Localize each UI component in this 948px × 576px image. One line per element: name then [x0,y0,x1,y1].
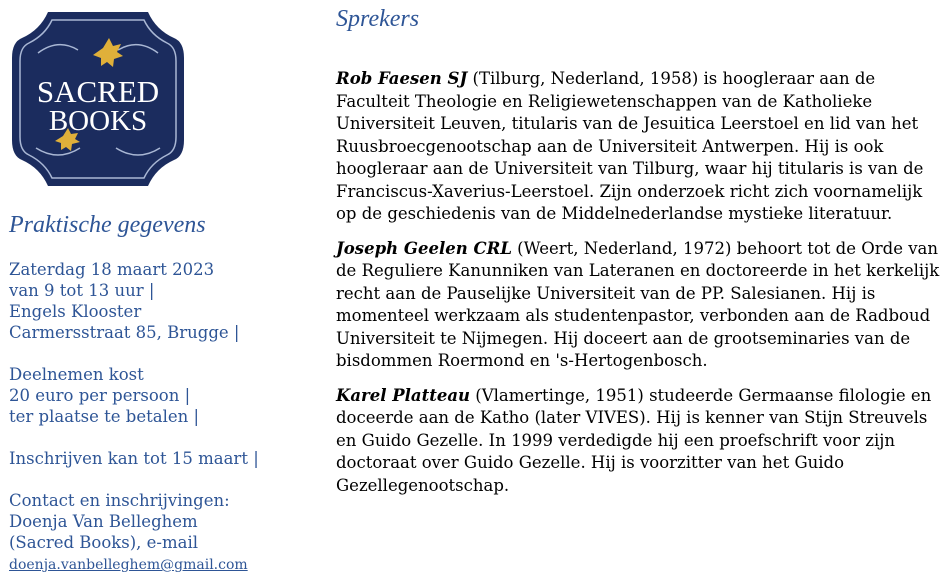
logo-text-books: BOOKS [48,105,148,137]
cost-details [9,364,309,427]
contact-name: Doenja Van Belleghem [9,512,198,531]
speaker-name: Karel Platteau [336,385,471,405]
event-details [9,259,309,343]
event-date: Zaterdag 18 maart 2023 [9,260,215,279]
speaker-bio: (Vlamertinge, 1951) studeerde Germaanse filologie en doceerde aan de Katho (later VIVES). Hij is kenner van Stijn Streuvels en Guido Gezelle. In 1999 verdedigde hij een proefschrift voor zijn doctoraat over Guido Gezelle. Hij is voorzitter van het Guido Gezellegenootschap. [336,385,932,495]
speaker-item [336,238,942,373]
practical-heading: Praktische gegevens [9,212,206,238]
speakers-list [336,68,942,509]
event-venue: Engels Klooster [9,302,142,321]
contact-details [9,490,309,576]
speaker-item [336,68,942,226]
event-address: Carmersstraat 85, Brugge | [9,323,240,342]
sacred-books-logo [8,8,188,190]
speakers-heading: Sprekers [336,6,420,32]
deadline-text: Inschrijven kan tot 15 maart | [9,449,259,468]
speaker-bio: (Weert, Nederland, 1972) behoort tot de Orde van de Reguliere Kanunniken van Lateranen en doctoreerde in het kerkelijk recht aan de Pauselijke Universiteit van de PP. Salesianen. Hij is momenteel werkzaam als studentenpastor, verbonden aan de Radboud Universiteit te Nijmegen. Hij doceert aan de grootseminaries van de bisdommen Roermond en 's-Hertogenbosch. [336,238,940,370]
speaker-bio: (Tilburg, Nederland, 1958) is hoogleraar aan de Faculteit Theologie en Religiewetenschappen van de Katholieke Universiteit Leuven, titularis van de Jesuitica Leerstoel en lid van het Ruusbroecgenootschap aan de Universiteit Antwerpen. Hij is ook hoogleraar aan de Universiteit van Tilburg, waar hij titularis is van de Franciscus-Xaverius-Leerstoel. Zijn onderzoek richt zich voornamelijk op de geschiedenis van de Middelnederlandse mystieke literatuur. [336,69,924,223]
speaker-name: Rob Faesen SJ [336,69,468,88]
event-time: van 9 tot 13 uur | [9,281,155,300]
contact-label: Contact en inschrijvingen: [9,491,230,510]
cost-label: Deelnemen kost [9,365,144,384]
cost-amount: 20 euro per persoon | [9,386,191,405]
registration-deadline [9,448,309,469]
practical-info [9,259,309,576]
speaker-name: Joseph Geelen CRL [336,238,512,258]
contact-email-link[interactable]: doenja.vanbelleghem@gmail.com [9,557,248,573]
logo-text-sacred: SACRED [36,74,160,109]
contact-org: (Sacred Books), e-mail [9,533,199,552]
speaker-item [336,385,942,498]
cost-payment: ter plaatse te betalen | [9,407,200,426]
